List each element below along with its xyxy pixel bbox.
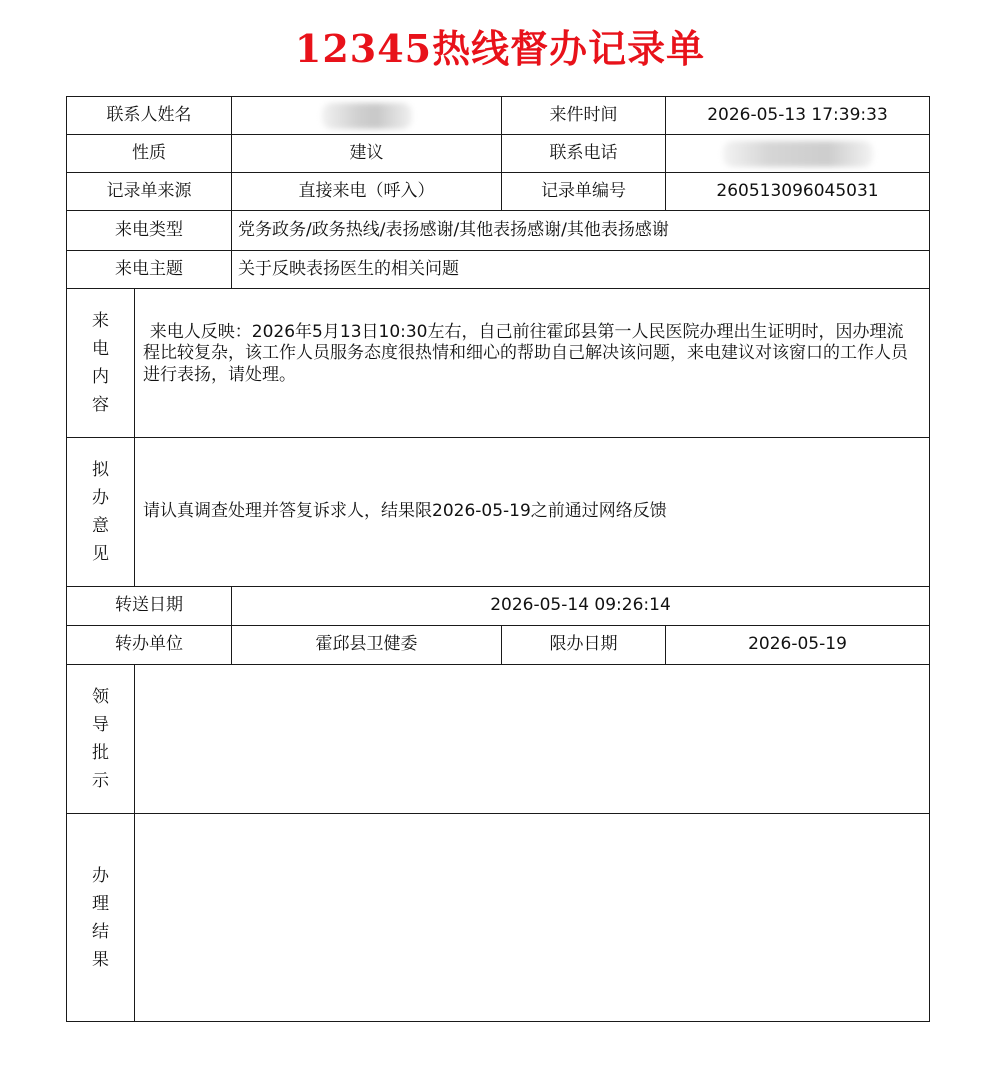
- handling-unit-label: 转办单位: [67, 626, 232, 665]
- nature-value: 建议: [232, 135, 502, 173]
- arrival-time-value: 2026-05-13 17:39:33: [666, 97, 930, 135]
- call-content-label-cell: [67, 289, 135, 438]
- proposal-label: 拟办意见: [92, 460, 109, 564]
- contact-name-value: [232, 97, 502, 135]
- deadline-label: 限办日期: [502, 626, 666, 665]
- result-label-cell: [67, 814, 135, 1022]
- proposal-label-cell: [67, 438, 135, 587]
- handling-unit-value: 霍邱县卫健委: [232, 626, 502, 665]
- deadline-value: 2026-05-19: [666, 626, 930, 665]
- call-topic-label: 来电主题: [67, 251, 232, 289]
- record-form-table: [66, 96, 930, 1022]
- call-topic-value: 关于反映表扬医生的相关问题: [232, 251, 930, 289]
- phone-label: 联系电话: [502, 135, 666, 173]
- source-value: 直接来电（呼入）: [232, 173, 502, 211]
- record-no-value: 260513096045031: [666, 173, 930, 211]
- nature-label: 性质: [67, 135, 232, 173]
- source-label: 记录单来源: [67, 173, 232, 211]
- forward-date-label: 转送日期: [67, 587, 232, 626]
- result-label: 办理结果: [92, 865, 109, 970]
- leader-instruction-value: [135, 665, 930, 814]
- redacted-phone-mask: [723, 141, 873, 167]
- leader-instruction-label-cell: [67, 665, 135, 814]
- call-content-label: 来电内容: [92, 311, 109, 415]
- row-nature: [67, 135, 930, 173]
- forward-date-value: 2026-05-14 09:26:14: [232, 587, 930, 626]
- row-proposal: [67, 438, 930, 587]
- call-type-value: 党务政务/政务热线/表扬感谢/其他表扬感谢/其他表扬感谢: [232, 211, 930, 251]
- call-content-text: 来电人反映：2026年5月13日10:30左右，自己前往霍邱县第一人民医院办理出生证明时，因办理流程比较复杂，该工作人员服务态度很热情和细心的帮助自己解决该问题，来电建议对该窗口的工作人员进行表扬，请处理。: [143, 322, 908, 385]
- contact-name-label: 联系人姓名: [67, 97, 232, 135]
- proposal-value: 请认真调查处理并答复诉求人，结果限2026-05-19之前通过网络反馈: [135, 438, 930, 587]
- row-source: [67, 173, 930, 211]
- row-leader-instruction: [67, 665, 930, 814]
- page-title: 12345热线督办记录单: [294, 26, 706, 71]
- row-handling-unit: [67, 626, 930, 665]
- row-call-topic: [67, 251, 930, 289]
- leader-instruction-label: 领导批示: [92, 687, 109, 791]
- row-result: [67, 814, 930, 1022]
- call-content-cell: [135, 289, 930, 438]
- arrival-time-label: 来件时间: [502, 97, 666, 135]
- row-call-content: [67, 289, 930, 438]
- phone-value: [666, 135, 930, 173]
- row-contact-name: [67, 97, 930, 135]
- row-forward-date: [67, 587, 930, 626]
- result-value: [135, 814, 930, 1022]
- row-call-type: [67, 211, 930, 251]
- record-no-label: 记录单编号: [502, 173, 666, 211]
- call-type-label: 来电类型: [67, 211, 232, 251]
- redacted-name-mask: [322, 103, 412, 129]
